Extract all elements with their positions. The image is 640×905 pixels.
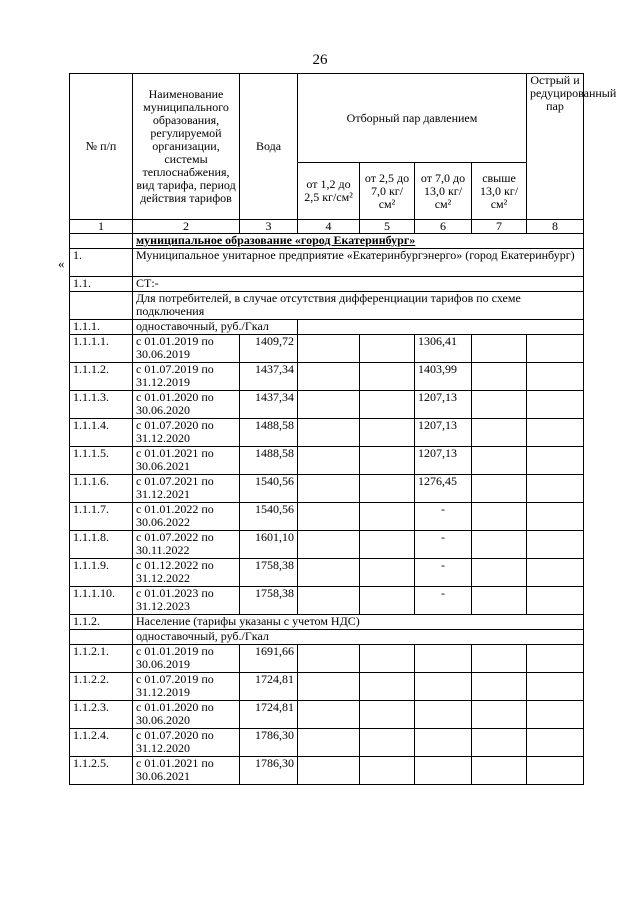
empty-cell: [527, 447, 584, 475]
empty-cell: [472, 447, 527, 475]
header-water: Вода: [240, 74, 298, 220]
col-number: 7: [472, 220, 527, 234]
empty-cell: [527, 335, 584, 363]
row-number: 1.1.1.4.: [70, 419, 133, 447]
empty-cell: [527, 419, 584, 447]
empty-cell: [527, 587, 584, 615]
empty-cell: [360, 645, 415, 673]
period: с 01.01.2021 по 30.06.2021: [133, 447, 240, 475]
tariff-row: [70, 335, 584, 363]
empty-cell: [472, 729, 527, 757]
period: с 01.01.2022 по 30.06.2022: [133, 503, 240, 531]
header-num: № п/п: [70, 74, 133, 220]
tariff-row: [70, 447, 584, 475]
empty-cell: [527, 391, 584, 419]
col-number: 3: [240, 220, 298, 234]
empty-cell: [360, 419, 415, 447]
empty-cell: [415, 729, 472, 757]
period: с 01.07.2019 по 31.12.2019: [133, 673, 240, 701]
empty-cell: [298, 335, 360, 363]
empty-cell: [298, 391, 360, 419]
steam-tariff: 1207,13: [415, 447, 472, 475]
water-tariff: 1488,58: [240, 419, 298, 447]
empty-cell: [298, 701, 360, 729]
header-steam-group: Отборный пар давлением: [298, 74, 527, 163]
empty-cell: [472, 503, 527, 531]
empty-cell: [472, 673, 527, 701]
population-single-rate-row: [70, 630, 584, 645]
row-number: 1.1.1.8.: [70, 531, 133, 559]
row-number: 1.1.1.6.: [70, 475, 133, 503]
empty-cell: [360, 531, 415, 559]
water-tariff: 1601,10: [240, 531, 298, 559]
period: с 01.07.2021 по 31.12.2021: [133, 475, 240, 503]
water-tariff: 1758,38: [240, 559, 298, 587]
steam-tariff: 1207,13: [415, 391, 472, 419]
tariff-row: [70, 645, 584, 673]
water-tariff: 1488,58: [240, 447, 298, 475]
empty-cell: [360, 757, 415, 785]
empty-cell: [360, 673, 415, 701]
period: с 01.07.2020 по 31.12.2020: [133, 729, 240, 757]
tariff-row: [70, 673, 584, 701]
header-sharp-steam: Острый и редуцированный пар: [527, 74, 584, 220]
empty-cell: [472, 587, 527, 615]
header-sub2: от 2,5 до 7,0 кг/см²: [360, 163, 415, 220]
period: с 01.01.2019 по 30.06.2019: [133, 645, 240, 673]
tariff-row: [70, 559, 584, 587]
page-number: 26: [312, 52, 328, 68]
col-number: 6: [415, 220, 472, 234]
period: с 01.07.2020 по 31.12.2020: [133, 419, 240, 447]
row-number: 1.1.1.5.: [70, 447, 133, 475]
water-tariff: 1786,30: [240, 757, 298, 785]
empty-cell: [360, 363, 415, 391]
tariff-row: [70, 729, 584, 757]
header-sub1: от 1,2 до 2,5 кг/см²: [298, 163, 360, 220]
empty-cell: [527, 673, 584, 701]
tariff-row: [70, 531, 584, 559]
empty-cell: [527, 531, 584, 559]
empty-cell: [527, 757, 584, 785]
tariff-table: [69, 73, 617, 785]
col-number: 5: [360, 220, 415, 234]
tariff-row: [70, 587, 584, 615]
single-rate-row: [70, 320, 584, 335]
empty-cell: [415, 673, 472, 701]
header-sub3: от 7,0 до 13,0 кг/см²: [415, 163, 472, 220]
row-number: 1.1.1.1.: [70, 335, 133, 363]
steam-tariff: -: [415, 587, 472, 615]
period: с 01.12.2022 по 31.12.2022: [133, 559, 240, 587]
tariff-row: [70, 503, 584, 531]
water-tariff: 1437,34: [240, 391, 298, 419]
empty-cell: [360, 729, 415, 757]
empty-cell: [527, 503, 584, 531]
empty-cell: [298, 419, 360, 447]
consumers-label: Для потребителей, в случае отсутствия дифференциации тарифов по схеме подключения: [133, 292, 584, 320]
row-number: 1.1.2.1.: [70, 645, 133, 673]
empty-cell: [298, 531, 360, 559]
row-number: 1.1.1.7.: [70, 503, 133, 531]
empty-cell: [360, 335, 415, 363]
row-number: 1.1.1.: [70, 320, 133, 335]
empty-cell: [527, 363, 584, 391]
water-tariff: 1437,34: [240, 363, 298, 391]
empty-cell: [298, 475, 360, 503]
empty-cell: [527, 701, 584, 729]
empty-cell: [360, 447, 415, 475]
period: с 01.01.2019 по 30.06.2019: [133, 335, 240, 363]
water-tariff: 1540,56: [240, 503, 298, 531]
empty-cell: [298, 363, 360, 391]
empty-cell: [360, 391, 415, 419]
water-tariff: 1540,56: [240, 475, 298, 503]
empty-cell: [527, 475, 584, 503]
row-number: 1.: [70, 249, 133, 277]
empty-cell: [360, 559, 415, 587]
org-name: Муниципальное унитарное предприятие «Екатеринбургэнерго» (город Екатеринбург): [133, 249, 584, 277]
water-tariff: 1691,66: [240, 645, 298, 673]
empty-cell: [298, 503, 360, 531]
st-row: [70, 277, 584, 292]
empty-cell: [472, 559, 527, 587]
empty-cell: [472, 701, 527, 729]
population-single-rate-label: одноставочный, руб./Гкал: [133, 630, 584, 645]
steam-tariff: -: [415, 503, 472, 531]
municipality-title: муниципальное образование «город Екатеринбург»: [133, 234, 584, 249]
population-label: Население (тарифы указаны с учетом НДС): [133, 615, 584, 630]
steam-tariff: -: [415, 559, 472, 587]
col-number: 2: [133, 220, 240, 234]
col-number: 8: [527, 220, 584, 234]
water-tariff: 1786,30: [240, 729, 298, 757]
empty-cell: [360, 475, 415, 503]
empty-cell: [472, 645, 527, 673]
tariff-row: [70, 391, 584, 419]
steam-tariff: -: [415, 531, 472, 559]
empty-cell: [415, 757, 472, 785]
empty-cell: [360, 587, 415, 615]
row-number: 1.1.2.: [70, 615, 133, 630]
period: с 01.01.2023 по 31.12.2023: [133, 587, 240, 615]
empty-cell: [298, 447, 360, 475]
period: с 01.07.2022 по 30.11.2022: [133, 531, 240, 559]
empty-cell: [360, 701, 415, 729]
empty-cell: [527, 729, 584, 757]
period: с 01.01.2020 по 30.06.2020: [133, 391, 240, 419]
row-number: 1.1.2.3.: [70, 701, 133, 729]
water-tariff: 1724,81: [240, 701, 298, 729]
row-number: 1.1.1.3.: [70, 391, 133, 419]
mo-row: [70, 234, 584, 249]
period: с 01.01.2021 по 30.06.2021: [133, 757, 240, 785]
col-number: 1: [70, 220, 133, 234]
population-row: [70, 615, 584, 630]
empty-cell: [298, 729, 360, 757]
water-tariff: 1724,81: [240, 673, 298, 701]
water-tariff: 1758,38: [240, 587, 298, 615]
row-number: 1.1.1.10.: [70, 587, 133, 615]
row-number: 1.1.: [70, 277, 133, 292]
header-row-1: [70, 74, 584, 163]
empty-cell: [298, 673, 360, 701]
empty-cell: [298, 559, 360, 587]
empty-cell: [360, 503, 415, 531]
empty-cell: [298, 645, 360, 673]
opening-quote: «: [58, 256, 65, 271]
single-rate-label: одноставочный, руб./Гкал: [133, 320, 298, 335]
row-number: 1.1.1.9.: [70, 559, 133, 587]
empty-cell: [527, 559, 584, 587]
period: с 01.07.2019 по 31.12.2019: [133, 363, 240, 391]
period: с 01.01.2020 по 30.06.2020: [133, 701, 240, 729]
row-number: 1.1.2.5.: [70, 757, 133, 785]
row-number: 1.1.2.2.: [70, 673, 133, 701]
empty-cell: [298, 757, 360, 785]
header-name: Наименование муниципального образования, регулируемой организации, системы теплоснабжения, вид тарифа, период действия тарифов: [133, 74, 240, 220]
steam-tariff: 1306,41: [415, 335, 472, 363]
empty-cell: [472, 363, 527, 391]
empty-cell: [472, 475, 527, 503]
empty-cell: [298, 587, 360, 615]
column-numbers-row: [70, 220, 584, 234]
empty-cell: [472, 335, 527, 363]
steam-tariff: 1276,45: [415, 475, 472, 503]
row-number: 1.1.1.2.: [70, 363, 133, 391]
tariff-row: [70, 363, 584, 391]
header-sub4: свыше 13,0 кг/см²: [472, 163, 527, 220]
steam-tariff: 1403,99: [415, 363, 472, 391]
col-number: 4: [298, 220, 360, 234]
tariff-row: [70, 419, 584, 447]
empty-cell: [472, 531, 527, 559]
tariff-row: [70, 701, 584, 729]
empty-cell: [472, 391, 527, 419]
st-label: СТ:-: [133, 277, 584, 292]
water-tariff: 1409,72: [240, 335, 298, 363]
tariff-row: [70, 757, 584, 785]
consumers-row: [70, 292, 584, 320]
empty-cell: [527, 645, 584, 673]
row-number: 1.1.2.4.: [70, 729, 133, 757]
empty-cell: [415, 701, 472, 729]
tariff-row: [70, 475, 584, 503]
empty-cell: [415, 645, 472, 673]
empty-cell: [472, 757, 527, 785]
steam-tariff: 1207,13: [415, 419, 472, 447]
empty-cell: [472, 419, 527, 447]
org-row: [70, 249, 584, 277]
